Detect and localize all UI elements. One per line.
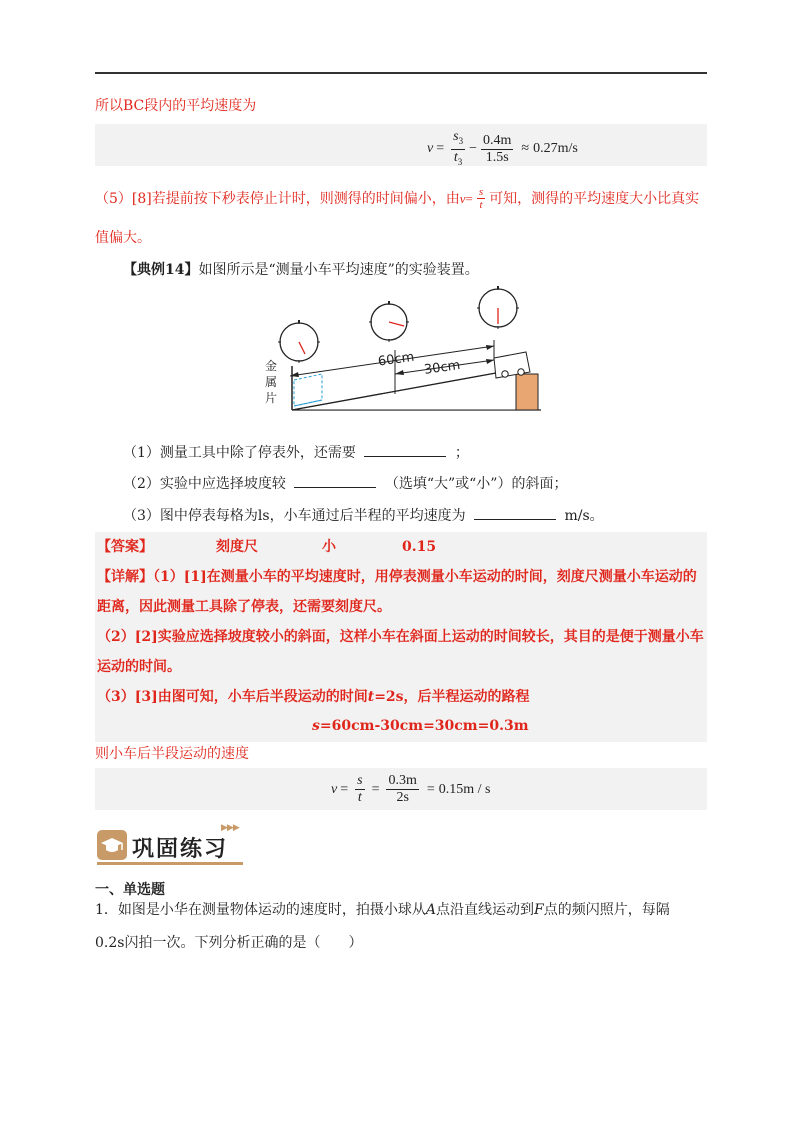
formula-second-half-speed: [331, 773, 491, 806]
q1-text-b: 点沿直线运动到: [436, 902, 535, 918]
step5-formula: [460, 186, 489, 211]
header-rule: [95, 72, 707, 74]
part-heading: 一、单选题: [95, 882, 165, 898]
step5-line1: [95, 186, 699, 211]
step5-line2: 值偏大。: [95, 230, 151, 246]
eq-sign: =: [340, 781, 349, 797]
detail-1a: （1）[1]在测量小车的平均速度时，用停表测量小车运动的时间，刻度尺测量小车运动的: [153, 569, 697, 585]
bc-intro: [95, 96, 256, 116]
frac-s-t: [355, 773, 364, 806]
answer-2: 小: [322, 539, 336, 555]
stopwatch-start-icon: [278, 320, 320, 363]
detail-6: =60cm-30cm=30cm=0.3m: [319, 718, 529, 734]
section-underline: [97, 862, 243, 865]
question-3: [123, 505, 604, 526]
label-60cm: 60cm: [377, 349, 416, 370]
step5-text-b: 可知，测得的平均速度大小比真实: [489, 190, 700, 207]
frac-s3-t3: [451, 129, 465, 170]
section-title: 巩固练习: [132, 837, 229, 862]
q1-end: ；: [454, 445, 469, 461]
eq-sign-2: =: [371, 781, 380, 797]
var-v: v: [427, 141, 434, 157]
formula-box-1: [95, 124, 707, 166]
answer-label: 【答案】: [97, 539, 153, 555]
detail-line6: [312, 716, 529, 736]
experiment-figure: [262, 286, 554, 418]
q1-text-c: 点的频闪照片，每隔: [543, 902, 670, 918]
answer-3: 0.15: [402, 539, 437, 555]
eq-sign-3: =: [426, 781, 435, 797]
eq-sign: =: [465, 190, 473, 206]
var-s: s: [312, 718, 320, 734]
detail-label: 【详解】: [97, 569, 153, 585]
den-t: t: [479, 199, 483, 211]
num-s: s: [357, 773, 363, 788]
q3-answer-blank[interactable]: [474, 505, 556, 520]
den-t: t: [453, 149, 458, 165]
approx-sign: ≈: [521, 141, 530, 157]
den-2s: 2s: [396, 790, 409, 805]
detail-line5: [97, 687, 530, 707]
stopwatch-middle-icon: [369, 301, 409, 342]
q2-end: （选填“大”或“小”）的斜面；: [384, 476, 568, 492]
point-a: A: [425, 902, 437, 918]
answer-line: [97, 537, 153, 557]
example-label: 【典例14】: [123, 262, 199, 278]
detail-5a: （3）[3]由图可知，小车后半段运动的时间: [97, 689, 368, 705]
label-30cm: 30cm: [423, 357, 462, 378]
step5-text-a: （5）[8]若提前按下秒表停止计时，则测得的时间偏小，由: [95, 190, 460, 207]
question-2: [123, 473, 567, 494]
q3-text: （3）图中停表每格为ls，小车通过后半程的平均速度为: [123, 508, 466, 524]
sub-3b: 3: [457, 156, 463, 167]
question-1-line2: 0.2s闪拍一次。下列分析正确的是（ ）: [95, 935, 363, 951]
q1-text: （1）测量工具中除了停表外，还需要: [123, 445, 356, 461]
formula-box-2: [95, 768, 707, 810]
formula-bc-speed: [427, 129, 578, 170]
graduation-cap-icon: [97, 830, 127, 860]
q1-text-a: 1．如图是小华在测量物体运动的速度时，拍摄小球从: [95, 902, 426, 918]
var-v: v: [459, 190, 466, 206]
stopwatch-end-icon: [477, 286, 519, 329]
formula-result: 0.27m/s: [533, 141, 578, 157]
frac-s-t: [477, 186, 485, 211]
q3-end: m/s。: [564, 508, 604, 524]
detail-line2: 距离，因此测量工具除了停表，还需要刻度尺。: [97, 599, 391, 615]
q1-answer-blank[interactable]: [364, 442, 446, 457]
detail-5b: =2s，后半程运动的路程: [374, 689, 530, 705]
num-s: s: [478, 186, 484, 198]
example-title-text: 如图所示是“测量小车平均速度”的实验装置。: [198, 262, 479, 278]
label-metal-3: 片: [265, 391, 278, 405]
support-block: [516, 374, 538, 410]
q2-answer-blank[interactable]: [294, 473, 376, 488]
label-metal-1: 金: [265, 359, 278, 373]
den-t: t: [357, 790, 362, 805]
var-t: t: [367, 689, 375, 705]
detail-line4: 运动的时间。: [97, 659, 181, 675]
answer-1: 刻度尺: [216, 539, 258, 555]
den-15s: 1.5s: [485, 149, 509, 165]
num-04m: 0.4m: [482, 132, 512, 148]
speed-intro: 则小车后半段运动的速度: [95, 746, 249, 762]
label-metal-2: 属: [265, 375, 278, 389]
arrows-icon: ▶▶▶: [221, 823, 239, 833]
eq-sign: =: [436, 141, 445, 157]
num-03m: 0.3m: [388, 773, 417, 788]
q2-text: （2）实验中应选择坡度较: [123, 476, 286, 492]
frac-values: [386, 773, 418, 806]
detail-line3: （2）[2]实验应选择坡度较小的斜面，这样小车在斜面上运动的时间较长，其目的是便于测量小车: [97, 629, 704, 645]
sub-3: 3: [458, 135, 464, 146]
example-title: [123, 260, 479, 280]
bc-intro-text: 所以BC段内的平均速度为: [95, 98, 257, 114]
question-1-line1: [95, 900, 670, 920]
minus-sign: −: [469, 141, 477, 157]
question-1: [123, 442, 469, 463]
num-s: s: [453, 129, 459, 144]
var-v: v: [331, 781, 338, 797]
point-f: F: [534, 902, 544, 918]
frac-values: [481, 133, 513, 166]
detail-line1: [97, 567, 697, 587]
formula-result: 0.15m / s: [438, 781, 491, 797]
